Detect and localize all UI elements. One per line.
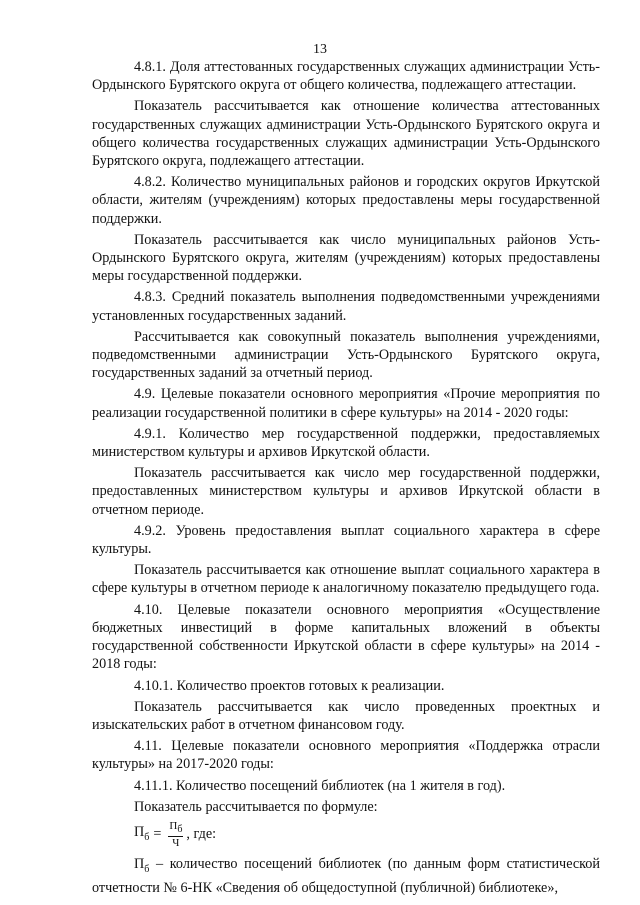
document-body: [92, 58, 600, 900]
formula-lhs: $П_б$: [134, 823, 150, 843]
paragraph: Показатель рассчитывается как отношение количества аттестованных государственных служащих администрации Усть-Ордынского Бурятского округа и общего количества государственных служащих администрации Усть-Ордынского Бурятского округа, подлежащего аттестации.: [92, 98, 600, 170]
formula-denominator: Ч: [172, 837, 180, 850]
paragraph: Показатель рассчитывается как отношение выплат социального характера в сфере культуры в отчетном периоде к аналогичному показателю предыдущего года.: [92, 562, 600, 597]
paragraph-4-8-3: 4.8.3. Средний показатель выполнения подведомственными учреждениями установленных государственных заданий.: [92, 289, 600, 324]
formula-equals: =: [153, 826, 162, 843]
paragraph: Показатель рассчитывается как число муниципальных районов Усть-Ордынского Бурятского округа, жителям (учреждениям) которых предоставлены меры государственной поддержки.: [92, 231, 600, 285]
paragraph-4-10: 4.10. Целевые показатели основного мероприятия «Осуществление бюджетных инвестиций в форме капитальных вложений в объекты государственной собственности Иркутской области в сфере культуры» на 2014 - 2018 годы:: [92, 601, 600, 673]
paragraph-4-11-1: 4.11.1. Количество посещений библиотек (на 1 жителя в год).: [134, 777, 506, 794]
paragraph-4-10-1: 4.10.1. Количество проектов готовых к реализации.: [134, 677, 445, 694]
paragraph-4-8-2: 4.8.2. Количество муниципальных районов и городских округов Иркутской области, жителям (учреждениям) которых предоставлены меры государственной поддержки.: [92, 174, 600, 227]
formula-intro: Показатель рассчитывается по формуле:: [134, 798, 378, 815]
formula-tail: , где:: [186, 826, 217, 843]
paragraph-4-11: 4.11. Целевые показатели основного мероприятия «Поддержка отрасли культуры» на 2017-2020 годы:: [92, 738, 600, 773]
definition-paragraph: $П_б$ – количество посещений библиотек (по данным форм статистической отчетности № 6-НК «Сведения об общедоступной (публичной) библиотеке»,: [92, 856, 600, 897]
page-number: 13: [313, 42, 327, 57]
paragraph-4-9-2: 4.9.2. Уровень предоставления выплат социального характера в сфере культуры.: [92, 522, 600, 558]
paragraph: Показатель рассчитывается как число проведенных проектных и изыскательских работ в отчетном финансовом году.: [92, 698, 600, 733]
formula-fraction: [168, 820, 183, 849]
paragraph-4-9: 4.9. Целевые показатели основного мероприятия «Прочие мероприятия по реализации государственной политики в сфере культуры» на 2014 - 2020 годы:: [92, 386, 600, 421]
paragraph-4-8-1: 4.8.1. Доля аттестованных государственных служащих администрации Усть-Ордынского Бурятского округа от общего количества, подлежащего аттестации.: [92, 59, 600, 94]
paragraph-4-9-1: 4.9.1. Количество мер государственной поддержки, предоставляемых министерством культуры и архивов Иркутской области.: [92, 425, 600, 461]
formula: [134, 820, 600, 849]
paragraph: Показатель рассчитывается как число мер государственной поддержки, предоставленных министерством культуры и архивов Иркутской области в отчетном периоде.: [92, 465, 600, 518]
formula-numerator: $П_б$: [169, 819, 183, 836]
paragraph: Рассчитывается как совокупный показатель выполнения учреждениями, подведомственными администрации Усть-Ордынского Бурятского округа, государственных заданий за отчетный период.: [92, 328, 600, 382]
